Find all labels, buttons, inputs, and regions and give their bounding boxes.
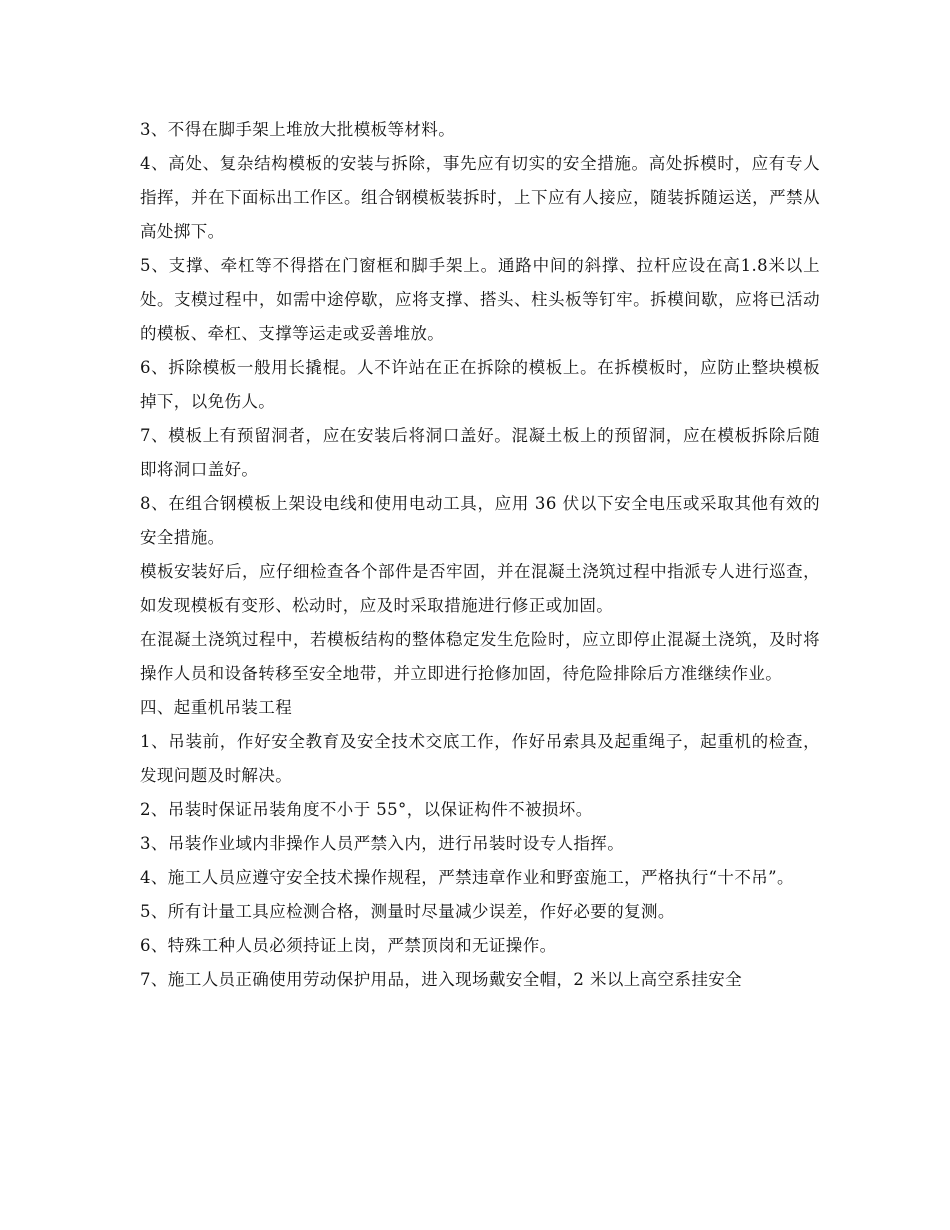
paragraph-crane-2: 2、吊装时保证吊装角度不小于 55°，以保证构件不被损坏。 (140, 800, 593, 819)
paragraph-formwork-5: 5、支撑、牵杠等不得搭在门窗框和脚手架上。通路中间的斜撑、拉杆应设在高1.8米以上处。支模过程中，如需中途停歇，应将支撑、搭头、柱头板等钉牢。拆模间歇，应将已活动的模板、牵杠、支撑等运走或妥善堆放。 (140, 256, 820, 343)
paragraph-formwork-3: 3、不得在脚手架上堆放大批模板等材料。 (140, 120, 456, 139)
document-body (140, 113, 820, 997)
paragraph-formwork-6: 6、拆除模板一般用长撬棍。人不许站在正在拆除的模板上。在拆模板时，应防止整块模板掉下，以免伤人。 (140, 358, 820, 411)
paragraph-crane-4: 4、施工人员应遵守安全技术操作规程，严禁违章作业和野蛮施工，严格执行“十不吊”。 (140, 868, 794, 887)
section-heading-crane-lifting: 四、起重机吊装工程 (140, 698, 293, 717)
paragraph-crane-6: 6、特殊工种人员必须持证上岗，严禁顶岗和无证操作。 (140, 936, 557, 955)
paragraph-formwork-8: 8、在组合钢模板上架设电线和使用电动工具，应用 36 伏以下安全电压或采取其他有效的安全措施。 (140, 494, 820, 547)
paragraph-crane-1: 1、吊装前，作好安全教育及安全技术交底工作，作好吊索具及起重绳子，起重机的检查，发现问题及时解决。 (140, 732, 820, 785)
paragraph-crane-3: 3、吊装作业域内非操作人员严禁入内，进行吊装时设专人指挥。 (140, 834, 625, 853)
paragraph-formwork-emergency: 在混凝土浇筑过程中，若模板结构的整体稳定发生危险时，应立即停止混凝土浇筑，及时将操作人员和设备转移至安全地带，并立即进行抢修加固，待危险排除后方准继续作业。 (140, 630, 820, 683)
paragraph-crane-5: 5、所有计量工具应检测合格，测量时尽量减少误差，作好必要的复测。 (140, 902, 675, 921)
paragraph-formwork-inspection: 模板安装好后，应仔细检查各个部件是否牢固，并在混凝土浇筑过程中指派专人进行巡查，如发现模板有变形、松动时，应及时采取措施进行修正或加固。 (140, 562, 820, 615)
paragraph-formwork-4: 4、高处、复杂结构模板的安装与拆除，事先应有切实的安全措施。高处拆模时，应有专人指挥，并在下面标出工作区。组合钢模板装拆时，上下应有人接应，随装拆随运送，严禁从高处掷下。 (140, 154, 820, 241)
paragraph-crane-7: 7、施工人员正确使用劳动保护用品，进入现场戴安全帽，2 米以上高空系挂安全 (140, 970, 743, 989)
paragraph-formwork-7: 7、模板上有预留洞者，应在安装后将洞口盖好。混凝土板上的预留洞，应在模板拆除后随即将洞口盖好。 (140, 426, 820, 479)
